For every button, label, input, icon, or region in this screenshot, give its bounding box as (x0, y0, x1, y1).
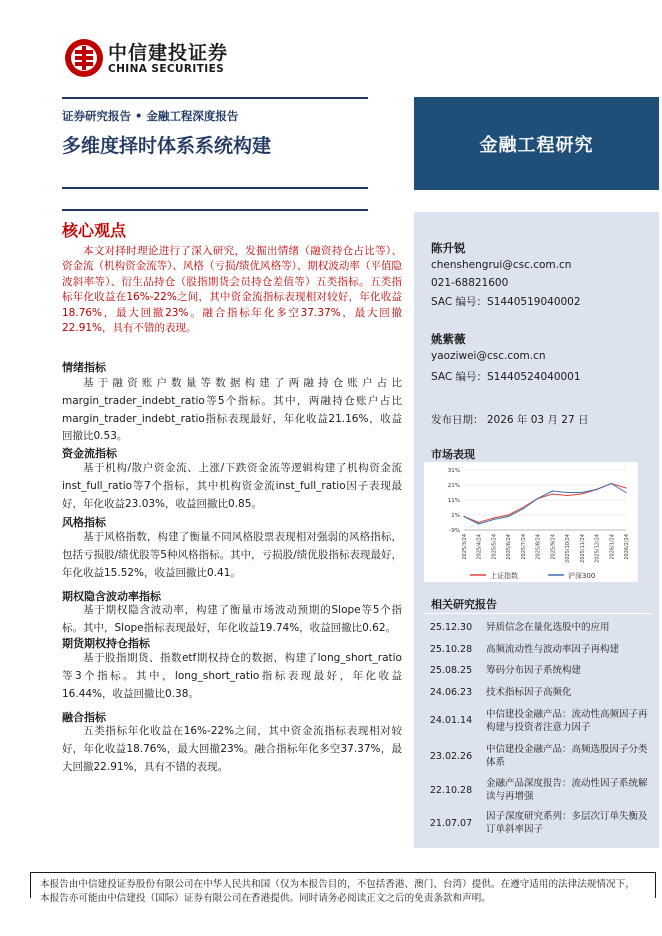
legend-label-csi300: 沪深300 (568, 572, 596, 580)
data-point (625, 487, 626, 488)
x-tick-label: 2025/7/24 (520, 534, 527, 560)
related-date: 25.10.28 (429, 644, 473, 655)
analyst-email[interactable]: yaoziwei@csc.com.cn (431, 350, 546, 362)
core-summary: 本文对择时理论进行了深入研究，发掘出情绪（融资持仓占比等）、资金流（机构资金流等）、风格（亏损/绩优风格等）、期权波动率（平值隐波斜率等）、衍生品持仓（股指期货会员持仓差值等）五类指标。五类指标年化收益在16%-22%之间，其中资金流指标表现相对较好，年化收益18.76%，最大回撤23%。融合指标年化多空37.37%，最大回撤22.91%，具有不错的表现。 (62, 245, 402, 335)
y-tick-label: 21% (447, 483, 460, 489)
related-report-link[interactable]: 因子深度研究系列：多层次订单失衡及订单斜率因子 (486, 811, 648, 835)
data-point (566, 495, 567, 496)
data-point (508, 514, 509, 515)
report-title: 多维度择时体系系统构建 (62, 135, 272, 157)
data-point (478, 523, 479, 524)
section-text: 五类指标年化收益在16%-22%之间，其中资金流指标表现相对较好，年化收益18.76%，最大回撤23%。融合指标年化多空37.37%，最大回撤22.91%，具有不错的表现。 (62, 725, 402, 773)
footer-disclaimer: 本报告亦可能由中信建投（国际）证券有限公司在香港提供。同时请务必阅读正文之后的免责条款和声明。 (40, 893, 491, 904)
x-tick-label: 2026/1/24 (609, 534, 616, 560)
report-type: 证券研究报告 • 金融工程深度报告 (62, 109, 239, 123)
data-point (478, 522, 479, 523)
market-title: 市场表现 (431, 448, 475, 461)
footer-divider (30, 872, 656, 873)
related-report-link[interactable]: 金融产品深度报告：流动性因子系统解读与再增强 (486, 778, 648, 802)
x-tick-label: 2025/5/24 (491, 534, 498, 560)
core-heading: 核心观点 (62, 221, 127, 240)
x-tick-label: 2025/6/24 (506, 534, 513, 560)
section-text: 基于期权隐含波动率，构建了衡量市场波动预期的Slope等5个指标。其中，Slope指标表现最好，年化收益19.74%，收益回撤比0.62。 (62, 604, 402, 634)
x-tick-label: 2025/8/24 (535, 534, 542, 560)
data-point (566, 492, 567, 493)
data-point (581, 493, 582, 494)
section-heading: 风格指标 (62, 516, 106, 529)
related-date: 23.02.26 (429, 751, 473, 762)
data-point (581, 492, 582, 493)
related-date: 24.01.14 (429, 715, 473, 726)
data-point (522, 508, 523, 509)
x-tick-label: 2025/10/24 (565, 534, 572, 563)
data-point (596, 489, 597, 490)
divider (62, 209, 368, 211)
company-logo-en: CHINA SECURITIES (108, 63, 225, 75)
x-tick-label: 2025/9/24 (550, 534, 557, 560)
chart-legend (470, 569, 610, 581)
section-heading: 融合指标 (62, 711, 106, 724)
related-report-link[interactable]: 中信建投金融产品：流动性高频因子再构建与投资者注意力因子 (486, 709, 648, 733)
y-tick-label: 11% (447, 498, 460, 504)
data-point (522, 507, 523, 508)
legend-label-shanghai: 上证指数 (490, 572, 518, 580)
related-report-link[interactable]: 高频流动性与波动率因子再构建 (486, 644, 620, 655)
y-tick-label: 1% (451, 513, 460, 519)
data-point (493, 517, 494, 518)
related-report-link[interactable]: 技术指标因子高频化 (486, 687, 572, 698)
x-tick-label: 2025/4/24 (476, 534, 483, 560)
y-tick-label: 31% (447, 468, 460, 474)
analyst-sac: SAC 编号：S1440519040002 (431, 296, 581, 308)
data-point (552, 490, 553, 491)
section-text: 基于融资账户数量等数据构建了两融持仓账户占比margin_trader_indebt_ratio等5个指标。其中，两融持仓账户占比margin_trader_indebt_ratio指标表现最好，年化收益21.16%，收益回撤比0.53。 (62, 377, 402, 443)
x-tick-label: 2025/11/24 (579, 534, 586, 563)
x-tick-label: 2025/12/24 (594, 534, 601, 563)
related-date: 25.08.25 (429, 665, 473, 676)
section-text: 基于风格指数，构建了衡量不同风格股票表现相对强弱的风格指标，包括亏损股/绩优股等5种风格指标。其中，亏损股/绩优股指标表现最好，年化收益15.52%，收益回撤比0.41。 (62, 531, 402, 579)
y-tick-label: -9% (449, 528, 460, 534)
footer-disclaimer: 本报告由中信建投证券股份有限公司在中华人民共和国（仅为本报告目的，不包括香港、澳门、台湾）提供。在遵守适用的法律法规情况下， (40, 879, 635, 890)
related-date: 24.06.23 (429, 687, 473, 698)
divider (62, 187, 368, 189)
related-date: 25.12.30 (429, 622, 473, 633)
category-banner-text: 金融工程研究 (479, 134, 594, 156)
x-tick-label: 2025/3/24 (462, 534, 468, 560)
analyst-email[interactable]: chenshengrui@csc.com.cn (431, 259, 572, 271)
analyst-name: 陈升锐 (431, 241, 466, 255)
publish-date: 发布日期： 2026 年 03 月 27 日 (431, 414, 589, 426)
data-point (611, 483, 612, 484)
analyst-sac: SAC 编号：S1440524040001 (431, 371, 581, 383)
related-title: 相关研究报告 (431, 598, 497, 611)
data-point (625, 492, 626, 493)
related-date: 22.10.28 (429, 785, 473, 796)
section-heading: 情绪指标 (62, 361, 106, 374)
divider (424, 613, 652, 614)
footer-border (30, 872, 31, 898)
related-report-link[interactable]: 异质信念在量化选股中的应用 (486, 622, 610, 633)
related-report-link[interactable]: 筹码分布因子系统构建 (486, 665, 582, 676)
related-report-link[interactable]: 中信建投金融产品：高频选股因子分类体系 (486, 744, 648, 768)
section-heading: 期货期权持仓指标 (62, 637, 150, 650)
csc-logo-icon (64, 38, 104, 78)
related-date: 21.07.07 (429, 818, 473, 829)
analyst-name: 姚紫薇 (431, 332, 466, 346)
section-text: 基于机构/散户资金流、上涨/下跌资金流等逻辑构建了机构资金流inst_full_ratio等7个指标，其中机构资金流inst_full_ratio因子表现最好，年化收益23.03%，收益回撤比0.85。 (62, 462, 402, 510)
data-point (552, 493, 553, 494)
section-heading: 资金流指标 (62, 447, 117, 460)
divider (62, 97, 368, 99)
data-point (493, 519, 494, 520)
x-tick-label: 2026/2/24 (624, 534, 630, 560)
data-point (508, 516, 509, 517)
section-text: 基于股指期货、指数etf期权持仓的数据，构建了long_short_ratio等3个指标。其中，long_short_ratio指标表现最好，年化收益16.44%，收益回撤比0.38。 (62, 652, 402, 700)
market-chart (424, 462, 638, 582)
company-logo-cn: 中信建投证券 (108, 42, 229, 64)
section-heading: 期权隐含波动率指标 (62, 590, 161, 603)
analyst-phone: 021-68821600 (431, 277, 509, 289)
data-point (537, 498, 538, 499)
data-point (463, 516, 464, 517)
